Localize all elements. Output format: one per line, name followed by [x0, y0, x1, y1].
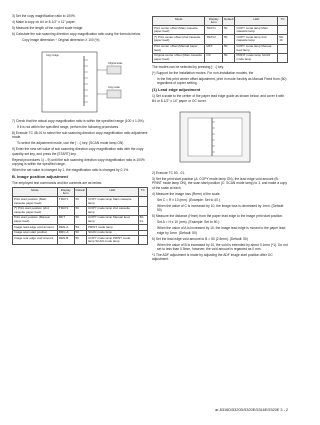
lead-edge-figure — [152, 106, 288, 168]
table-row — [13, 206, 148, 215]
magnification-formula: Copy image dimension ÷ Original dimension X 100 (%) — [22, 38, 100, 43]
page-footer: ar-5316D/5320D/5320E/5316E/5320E 3 - 2 — [215, 408, 288, 412]
cell: Image rear edge void amount — [13, 236, 58, 245]
cell — [278, 26, 288, 35]
cell: TRAY2 — [205, 35, 223, 44]
repeat-note: Repeat procedures 1) – 9) until the sub scanning direction copy magnification ratio is 100% copying is within the specified range. — [12, 157, 145, 167]
cell: TRAY1 — [57, 197, 74, 206]
cell: Original center offset (Main cassette paper feed) — [153, 53, 205, 62]
center-offset-table — [152, 16, 288, 63]
cell: 50 — [74, 197, 87, 206]
cell: 50 — [74, 230, 87, 236]
step-c5: 5) Measure the distance (Hmm) from the paper lead edge to the image print start position. — [152, 214, 284, 219]
label-copy-scale: Copy scale — [108, 85, 120, 89]
cell — [278, 44, 288, 53]
cell: (*) Print center offset (2nd cassette paper feed) — [153, 35, 205, 44]
col-display: Display item — [205, 17, 223, 26]
table-row — [153, 26, 288, 35]
col-tc: TC — [138, 188, 147, 197]
footnote-1: (*) Support for the installation modes. For non-installation models, the — [152, 70, 254, 75]
step-8: 8) Execute TC 48-01 to select the sub scanning direction copy magnification ratio adjustment mode. — [12, 130, 148, 140]
col-tc: TC — [278, 17, 288, 26]
step-c3: 3) Set the print start position (A: COPY mode lamp ON), the lead edge void amount (B: PRINT mode lamp ON), the scan start position (C: SCAN mode lamp) to 1, and make a copy of the scale at each. — [152, 176, 287, 190]
cell: COPY mode lamp 2nd cassette lamp — [235, 35, 278, 44]
step-7: 7) Check that the actual copy magnification ratio is within the specified range (100 ± 1.0%). — [12, 118, 145, 123]
cell: 50 — [222, 44, 235, 53]
cell: 50 — [222, 53, 235, 62]
cell: RRC-A — [57, 230, 74, 236]
right-column — [152, 14, 288, 263]
table-row — [13, 215, 148, 224]
step-6: 6) Calculate the sub scanning direction copy magnification ratio using the formula below. — [12, 32, 141, 36]
step-c6: 6) Set the lead edge void amount to B = 50 (2.5mm). (Default: 50) — [152, 236, 248, 241]
table-row — [153, 44, 288, 53]
table-row — [13, 197, 148, 206]
step-c4b: Set C = R x 10 (mm). (Example: Set to 40.) — [157, 197, 220, 202]
cell: Image lead edge void amount — [13, 225, 58, 231]
step-5: 5) Measure the length of the copied scale image. — [12, 26, 84, 30]
step-7b: If it is not within the specified range, perform the following procedures. — [17, 124, 120, 129]
step-9: 9) Enter the new set value of sub scanning direction copy magnification ratio with the copy quantity set key, and press the [START] key. — [12, 147, 144, 156]
section-b-intro: The employed test commands and the contents are as below: — [12, 180, 102, 185]
label-original-scale: Original scale — [108, 61, 123, 65]
cell: DEN-A — [57, 225, 74, 231]
step-c5c: When the value of A is increased by 10, the image lead edge is moved to the paper lead edge by 1mm. (Default: 50) — [157, 226, 286, 235]
cell — [138, 236, 147, 245]
cell: MFT — [205, 44, 223, 53]
table-row — [153, 35, 288, 44]
table-note: The modes can be selected by pressing [↑ ↓] key. — [152, 64, 224, 69]
cell: COPY mode lamp Main cassette lamp — [235, 26, 278, 35]
cell: 50-10 — [278, 35, 288, 44]
change-note: When the set value is changed by 1, the magnification ratio is changed by 0.1%. — [12, 168, 129, 173]
col-default: Default — [222, 17, 235, 26]
step-c5b: Set A = H x 10 (mm). (Example: Set to 50.) — [157, 220, 220, 225]
step-8b: To select the adjustment mode, use the [↑ ↓] key. (SCAN mode lamp ON) — [17, 141, 124, 146]
scale-figure — [12, 46, 148, 116]
cell: COPY mode lamp Manual feed lamp — [235, 44, 278, 53]
formula-numerator: Copy image dimension — [22, 38, 55, 43]
cell: Print center offset (Manual paper feed) — [153, 44, 205, 53]
cell: PRINT mode lamp — [87, 225, 139, 231]
col-default: Default — [74, 188, 87, 197]
step-c7: *1 The ADF adjustment is made by adjusting the ADF image start position after OC adjustment. — [152, 253, 273, 262]
cell — [278, 53, 288, 62]
cell: 50 — [222, 35, 235, 44]
cell: TRAY1 — [205, 26, 223, 35]
cell: 50 — [74, 225, 87, 231]
col-mode: Mode — [153, 17, 205, 26]
step-4: 4) Make a copy on A4 or 8-1/2" x 11" paper. — [12, 20, 76, 24]
step-3: 3) Set the copy magnification ratio to 100%. — [12, 14, 76, 18]
cell: SCAN mode lamp — [87, 230, 139, 236]
cell: DEN-B — [57, 236, 74, 245]
cell: COPY mode lamp 2nd cassette lamp — [87, 206, 139, 215]
cell: COPY mode lamp Main cassette lamp — [87, 197, 139, 206]
step-c4: 4) Measure the image loss (Rmm) of the scale. — [152, 191, 221, 196]
image-position-table — [12, 187, 148, 245]
cell — [138, 197, 147, 206]
formula-denominator: Original dimension — [57, 38, 85, 43]
cell: 50-01 — [138, 215, 147, 224]
cell: TRAY2 — [57, 206, 74, 215]
cell: PRINT mode lamp SCAN mode lamp — [235, 53, 278, 62]
cell: 50 — [74, 206, 87, 215]
cell: Print start position (Main cassette paper feed) — [13, 197, 58, 206]
col-display: Display item — [57, 188, 74, 197]
cell: Print center offset (Main cassette paper feed) — [153, 26, 205, 35]
footnote-2: In the first print center offset adjustment, print in mode forcibly as Manual Fixed from (50) regardless of copier setting. — [157, 76, 287, 86]
col-mode: Mode — [13, 188, 58, 197]
cell: OC — [205, 53, 223, 62]
step-c1: 1) Set a scale to the center of the paper lead edge guide as shown below, and cover it with B4 or 8-1/2" x 14" paper or OC cover. — [152, 94, 285, 103]
cell: Print start position (Manual paper feed) — [13, 215, 58, 224]
table-row — [153, 53, 288, 62]
col-led: LED — [87, 188, 139, 197]
cell: 50 — [74, 236, 87, 245]
step-c4c: When the value of C is increased by 10, the image loss is decreased by 1mm. (Default: 50) — [157, 203, 284, 213]
step-c6b: When the value of B is increased by 10, the void is extended by about 0.1mm (*1). Do not set to less than 0.5mm, however, the void amount is regarded as 0 mm. — [157, 242, 288, 251]
cell: 50 — [222, 26, 235, 35]
col-led: LED — [235, 17, 278, 26]
label-copy-image: Copy image — [46, 53, 59, 57]
left-column — [12, 14, 148, 247]
cell: (*) Print start position (2nd cassette paper feed) — [13, 206, 58, 215]
cell: MFT — [57, 215, 74, 224]
section-b-title: B. Image position adjustment — [12, 173, 68, 179]
cell: 50 — [74, 215, 87, 224]
cell: COPY mode lamp PRINT mode lamp SCAN mode lamp — [87, 236, 139, 245]
lead-edge-diagram — [152, 106, 288, 168]
formula-multiplier: X 100 (%) — [85, 38, 100, 43]
step-c2: 2) Execute TC 50 - 01. — [152, 170, 186, 175]
section-c-title: (1) Lead edge adjustment — [152, 87, 201, 93]
cell: COPY mode lamp Manual feed lamp — [87, 215, 139, 224]
cell: Image scan start position — [13, 230, 58, 236]
scale-diagram — [12, 46, 148, 116]
cell — [138, 206, 147, 215]
table-row — [13, 236, 148, 245]
